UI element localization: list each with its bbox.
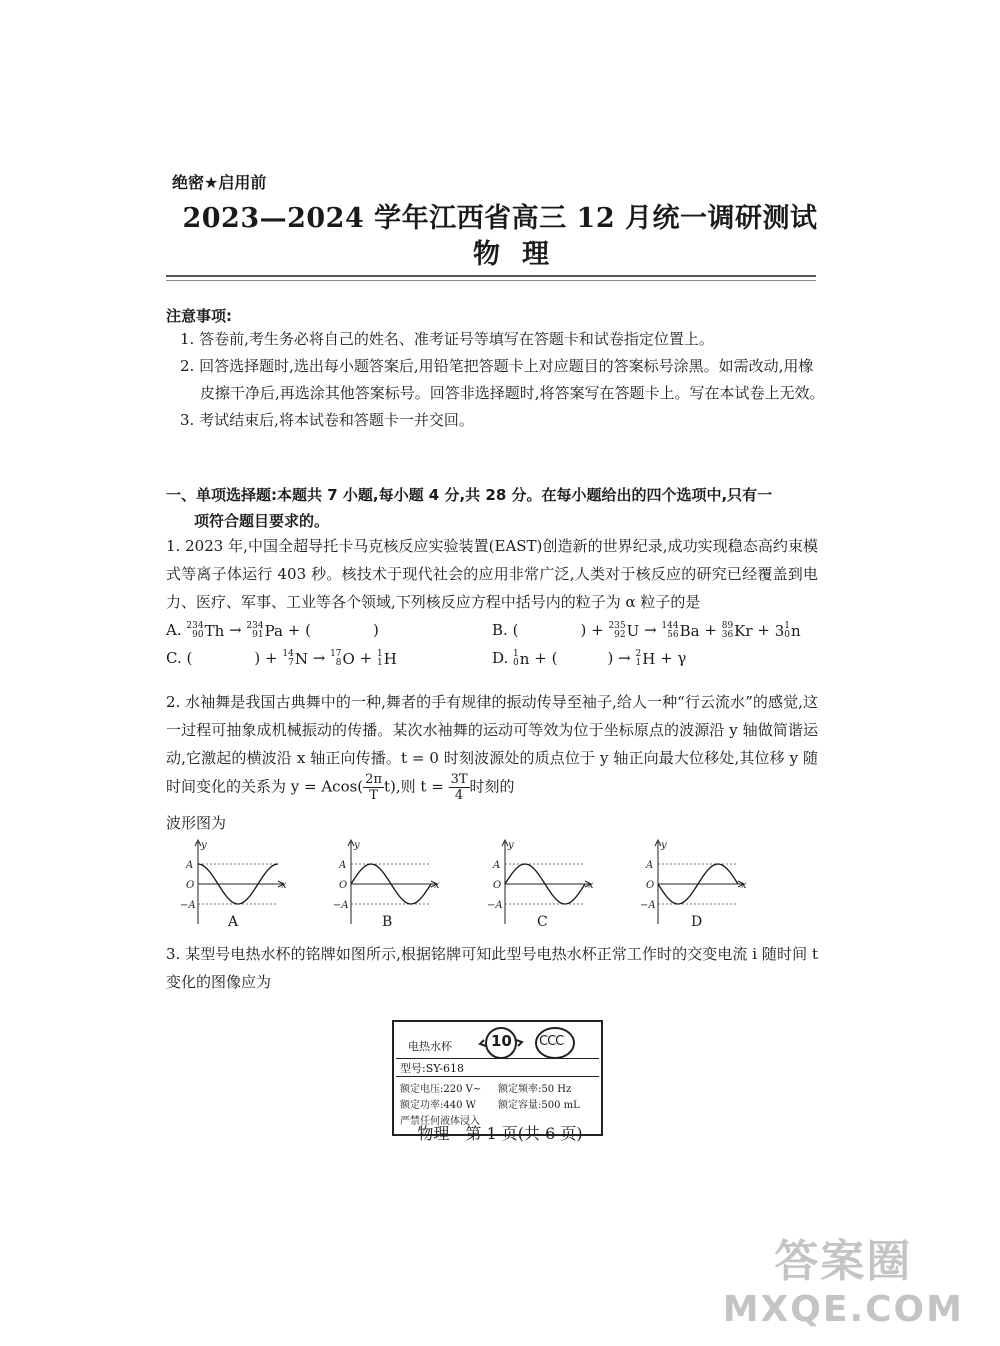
plate-divider bbox=[396, 1058, 599, 1059]
plate-voltage: 额定电压:220 V~ bbox=[400, 1084, 482, 1095]
section-line-1: 一、单项选择题:本题共 7 小题,每小题 4 分,共 28 分。在每小题给出的四个选项中,只有一 bbox=[166, 486, 773, 504]
plate-divider bbox=[396, 1076, 599, 1077]
plate-frequency: 额定频率:50 Hz bbox=[498, 1084, 572, 1095]
title-rule bbox=[166, 275, 816, 277]
question-2-prompt: 波形图为 bbox=[166, 814, 227, 832]
plate-power: 额定功率:440 W bbox=[400, 1100, 476, 1111]
axis-label-y: y bbox=[201, 840, 207, 851]
tick-label-a: A bbox=[186, 860, 194, 871]
tick-label-neg-a: −A bbox=[487, 900, 503, 911]
axis-label-y: y bbox=[661, 840, 667, 851]
option-d: D. 1 0 n + ( ) → 2 1 H + γ bbox=[492, 649, 687, 668]
notice-item: 1. 答卷前,考生务必将自己的姓名、准考证号等填写在答题卡和试卷指定位置上。 bbox=[180, 330, 714, 348]
tick-label-origin: O bbox=[646, 880, 655, 891]
tick-label-neg-a: −A bbox=[333, 900, 349, 911]
notice-list bbox=[166, 326, 826, 434]
notice-item: 3. 考试结束后,将本试卷和答题卡一并交回。 bbox=[180, 411, 474, 429]
axis-label-x: x bbox=[281, 880, 287, 891]
ccc-mark-text: CCC bbox=[539, 1034, 564, 1049]
subject-title: 物理 bbox=[473, 239, 571, 270]
watermark-url: MXQE.COM bbox=[722, 1289, 964, 1330]
graph-label-b: B bbox=[382, 914, 393, 930]
graph-label-a: A bbox=[228, 914, 239, 930]
graph-label-d: D bbox=[691, 914, 703, 930]
question-3 bbox=[166, 940, 818, 996]
axis-label-y: y bbox=[508, 840, 514, 851]
title-rule-thin bbox=[166, 280, 816, 281]
option-c: C. ( ) + 14 7 N → 17 8 O + 1 1 H bbox=[166, 649, 397, 668]
plate-model: 型号:SY-618 bbox=[400, 1062, 465, 1075]
question-2-text: 2. 水袖舞是我国古典舞中的一种,舞者的手有规律的振动传导至袖子,给人一种“行云流水”的感觉,这一过程可抽象成机械振动的传播。某次水袖舞的运动可等效为位于坐标原点的波源沿 y 轴做简谐运动,它激起的横波沿 x 轴正向传播。t = 0 时刻波源处的质点位于 y 轴正向最大位移处,其位移 y 随时间变化的关系为 y = Acos( $\frac{2\pi}{T}$ t),则 t = $\frac{3T}{4}$ 时刻的 bbox=[166, 693, 818, 803]
nameplate bbox=[392, 1020, 603, 1136]
watermark-logo: 答案圈 bbox=[774, 1236, 913, 1287]
question-3-text: 3. 某型号电热水杯的铭牌如图所示,根据铭牌可知此型号电热水杯正常工作时的交变电流 i 随时间 t 变化的图像应为 bbox=[166, 945, 818, 991]
notice-heading: 注意事项: bbox=[166, 307, 232, 325]
tick-label-neg-a: −A bbox=[640, 900, 656, 911]
tick-label-a: A bbox=[493, 860, 501, 871]
option-a: A. 234 90 Th → 234 91 Pa + ( ) bbox=[166, 621, 379, 640]
section-heading bbox=[166, 482, 826, 534]
tick-label-origin: O bbox=[493, 880, 502, 891]
tick-label-origin: O bbox=[339, 880, 348, 891]
tick-label-a: A bbox=[646, 860, 654, 871]
question-1-options bbox=[166, 616, 818, 672]
tick-label-neg-a: −A bbox=[180, 900, 196, 911]
notice-item: 2. 回答选择题时,选出每小题答案后,用铅笔把答题卡上对应题目的答案标号涂黑。如需改动,用橡皮擦干净后,再选涂其他答案标号。回答非选择题时,将答案写在答题卡上。写在本试卷上无效。 bbox=[180, 357, 825, 402]
exam-title: 2023—2024 学年江西省高三 12 月统一调研测试 bbox=[182, 203, 818, 234]
plate-warning: 严禁任何液体浸入 bbox=[400, 1116, 480, 1127]
option-b: B. ( ) + 235 92 U → 144 56 Ba + 89 36 Kr + 3 1 0 n bbox=[492, 621, 801, 640]
axis-label-x: x bbox=[588, 880, 594, 891]
question-2 bbox=[166, 688, 818, 837]
axis-label-y: y bbox=[354, 840, 360, 851]
section-line-2: 项符合题目要求的。 bbox=[194, 512, 330, 530]
energy-badge-number: 10 bbox=[491, 1032, 512, 1050]
axis-label-x: x bbox=[434, 880, 440, 891]
question-1 bbox=[166, 532, 818, 672]
axis-label-x: x bbox=[741, 880, 747, 891]
question-1-text: 1. 2023 年,中国全超导托卡马克核反应实验装置(EAST)创造新的世界纪录,成功实现稳态高约束模式等离子体运行 403 秒。核技术于现代社会的应用非常广泛,人类对于核反应的研究已经覆盖到电力、医疗、军事、工业等各个领域,下列核反应方程中括号内的粒子为 α 粒子的是 bbox=[166, 537, 818, 611]
page-footer: 物理 第 1 页(共 6 页) bbox=[417, 1124, 583, 1143]
graph-label-c: C bbox=[537, 914, 548, 930]
tick-label-origin: O bbox=[186, 880, 195, 891]
watermark bbox=[723, 1225, 964, 1330]
plate-name: 电热水杯 bbox=[408, 1040, 452, 1053]
secret-label: 绝密★启用前 bbox=[172, 173, 267, 192]
plate-capacity: 额定容量:500 mL bbox=[498, 1100, 580, 1111]
tick-label-a: A bbox=[339, 860, 347, 871]
